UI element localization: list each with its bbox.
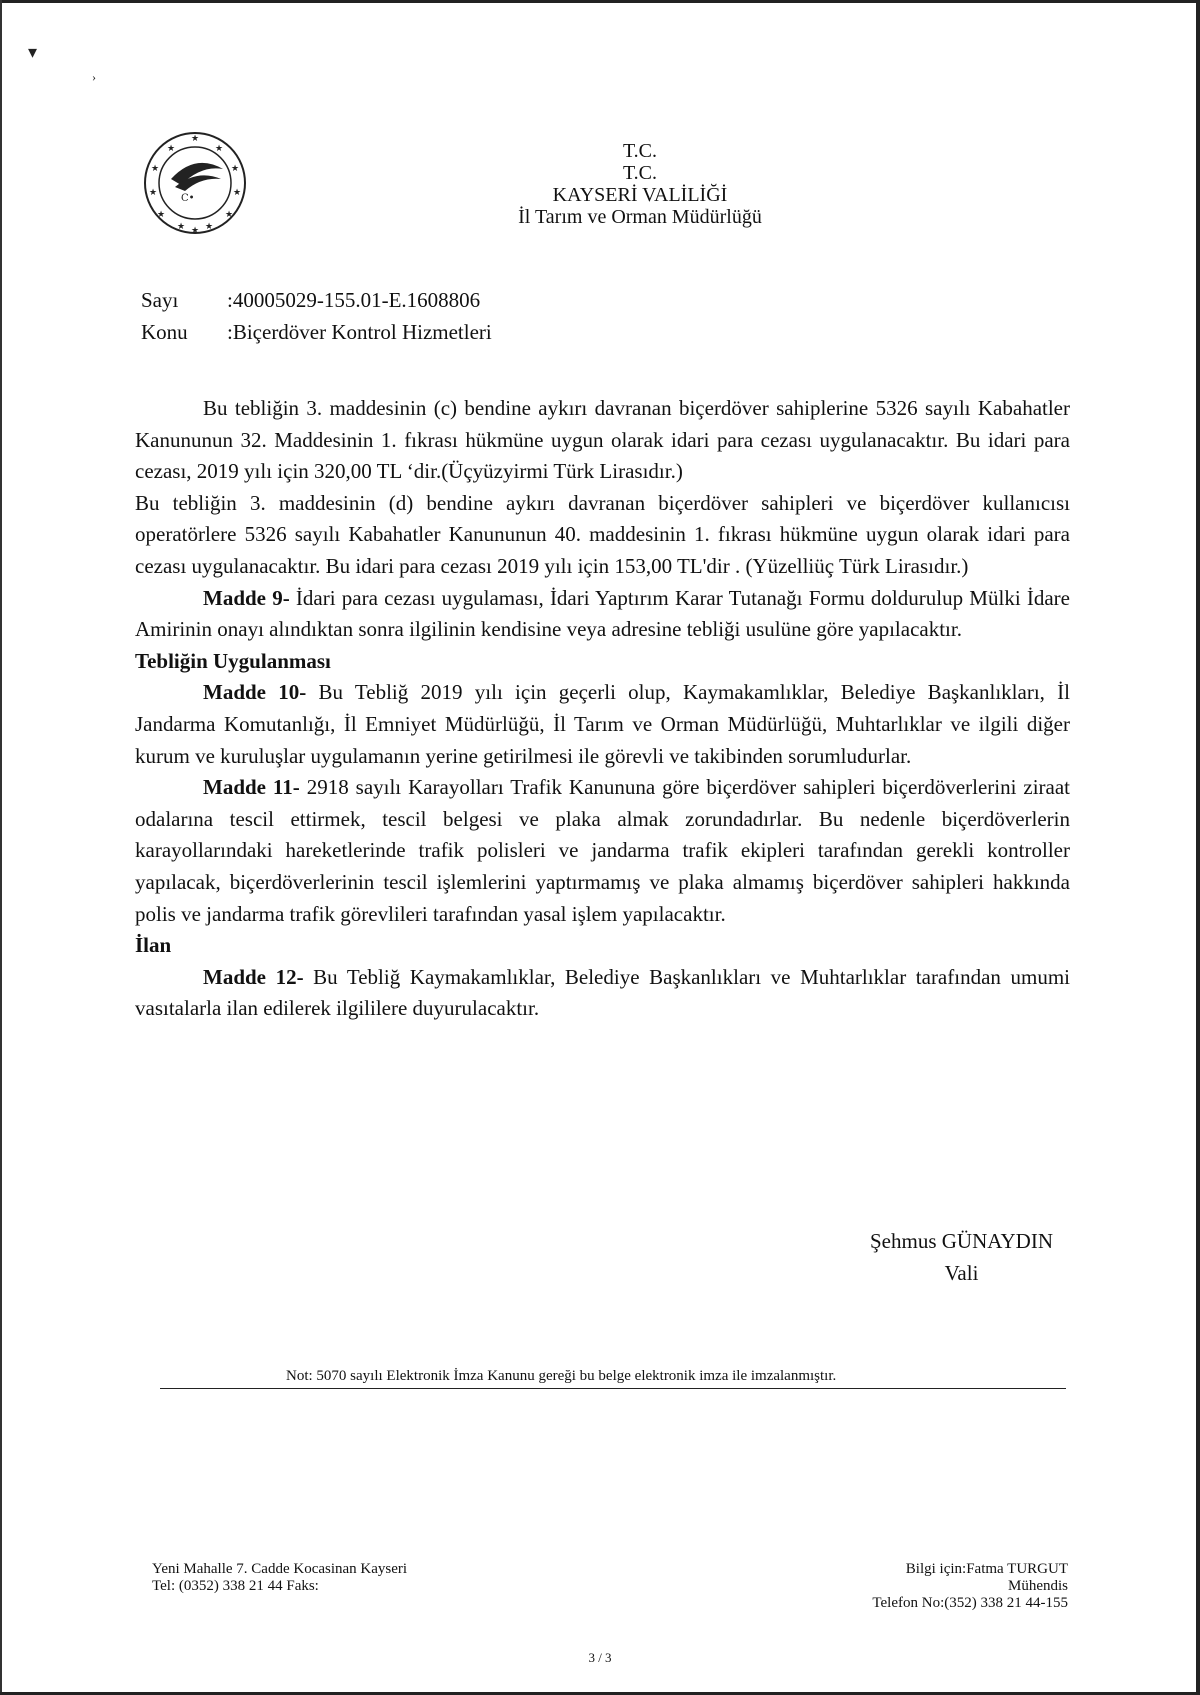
signatory-title: Vali	[944, 1261, 979, 1285]
footer-address-block	[152, 1561, 407, 1595]
signatory-name: Şehmus GÜNAYDIN	[870, 1229, 1053, 1253]
article-10-text: Bu Tebliğ 2019 yılı için geçerli olup, Kaymakamlıklar, Belediye Başkanlıkları, İl Jandarma Komutanlığı, İl Emniyet Müdürlüğü, İl Tarım ve Orman Müdürlüğü, Muhtarlıklar ve ilgili diğer kurum ve kuruluşlar uygulamanın yerine getirilmesi ile görevli ve takibinden sorumludurlar.	[135, 680, 1070, 768]
konu-label: Konu	[141, 320, 188, 344]
section-heading-uygulanma: Tebliğin Uygulanması	[135, 648, 331, 673]
svg-text:★: ★	[149, 188, 158, 198]
document-body	[135, 393, 1070, 1025]
header-directorate: İl Tarım ve Orman Müdürlüğü	[518, 206, 762, 228]
footer-phone: Tel: (0352) 338 21 44 Faks:	[152, 1578, 319, 1594]
svg-text:★: ★	[215, 144, 224, 154]
svg-text:C•: C•	[181, 193, 195, 204]
scan-border-right	[1196, 0, 1200, 1695]
sayi-label: Sayı	[141, 288, 179, 312]
header-governorship: KAYSERİ VALİLİĞİ	[552, 184, 728, 206]
footer-divider	[160, 1388, 1066, 1389]
contact-name: Bilgi için:Fatma TURGUT	[905, 1561, 1068, 1577]
konu-value: :Biçerdöver Kontrol Hizmetleri	[227, 320, 492, 344]
scan-mark: ›	[92, 70, 96, 84]
section-heading-ilan: İlan	[135, 933, 172, 958]
footer-contact-block	[872, 1561, 1068, 1612]
e-signature-note: Not: 5070 sayılı Elektronik İmza Kanunu gereği bu belge elektronik imza ile imzalanmıştır.	[286, 1368, 837, 1384]
signature-block	[870, 1225, 1053, 1289]
scan-border-top	[0, 0, 1200, 3]
article-10-title: Madde 10-	[203, 680, 307, 705]
header-tc-2: T.C.	[622, 162, 658, 184]
svg-text:★: ★	[177, 222, 186, 232]
header-tc: T.C.	[622, 140, 658, 162]
article-12-title: Madde 12-	[203, 964, 304, 989]
footer-address: Yeni Mahalle 7. Cadde Kocasinan Kayseri	[152, 1561, 408, 1577]
svg-text:★: ★	[157, 210, 166, 220]
article-10	[135, 677, 1070, 772]
article-9-text: İdari para cezası uygulaması, İdari Yaptırım Karar Tutanağı Formu doldurulup Mülki İdare Amirinin onayı alındıktan sonra ilgilinin kendisine veya adresine tebliği usulüne göre yapılacaktır.	[135, 585, 1070, 642]
svg-text:★: ★	[205, 222, 214, 232]
svg-text:★: ★	[225, 210, 234, 220]
svg-text:★: ★	[231, 164, 240, 174]
svg-text:★: ★	[167, 144, 176, 154]
article-12	[135, 962, 1070, 1025]
article-11	[135, 772, 1070, 930]
document-meta	[141, 284, 492, 348]
paragraph-d-bendi: Bu tebliğin 3. maddesinin (d) bendine aykırı davranan biçerdöver sahipleri ve biçerdöver kullanıcısı operatörlere 5326 sayılı Kabahatler Kanununun 40. maddesinin 1. fıkrası hükmüne uygun olarak idari para cezası uygulanacaktır. Bu idari para cezası 2019 yılı için 153,00 TL'dir . (Yüzelliüç Türk Lirasıdır.)	[135, 490, 1070, 578]
page-number: 3 / 3	[588, 1650, 612, 1665]
scan-mark: ▾	[28, 42, 38, 62]
article-9	[135, 583, 1070, 646]
paragraph-c-bendi: Bu tebliğin 3. maddesinin (c) bendine aykırı davranan biçerdöver sahiplerine 5326 sayılı Kabahatler Kanununun 32. Maddesinin 1. fıkrası hükmüne uygun olarak idari para cezası uygulanacaktır. Bu idari para cezası, 2019 yılı için 320,00 TL ‘dir.(Üçyüzyirmi Türk Lirasıdır.)	[135, 396, 1070, 484]
contact-phone: Telefon No:(352) 338 21 44-155	[872, 1595, 1068, 1611]
svg-text:★: ★	[191, 226, 200, 236]
article-11-title: Madde 11-	[203, 775, 300, 800]
ministry-seal-icon	[141, 125, 249, 243]
svg-text:★: ★	[151, 164, 160, 174]
sayi-value: :40005029-155.01-E.1608806	[227, 288, 481, 312]
article-12-text: Bu Tebliğ Kaymakamlıklar, Belediye Başkanlıkları ve Muhtarlıklar tarafından umumi vasıtalarla ilan edilerek ilgililere duyurulacaktır.	[135, 964, 1070, 1021]
article-9-title: Madde 9-	[203, 585, 290, 610]
scan-border-left	[0, 0, 2, 1695]
svg-text:★: ★	[191, 134, 200, 144]
document-header	[440, 140, 840, 228]
contact-title: Mühendis	[1008, 1578, 1068, 1594]
article-11-text: 2918 sayılı Karayolları Trafik Kanununa göre biçerdöver sahipleri biçerdöverlerini ziraat odalarına tescil ettirmek, tescil belgesi ve plaka almak zorundadırlar. Bu nedenle biçerdöverlerin karayollarındaki hareketlerinde trafik polisleri ve jandarma trafik ekipleri tarafından gerekli kontroller yapılacak, biçerdöverlerinin tescil işlemlerini yaptırmamış ve plaka almamış biçerdöver sahipleri hakkında polis ve jandarma trafik görevlileri tarafından yasal işlem yapılacaktır.	[135, 775, 1071, 926]
svg-text:★: ★	[233, 188, 242, 198]
